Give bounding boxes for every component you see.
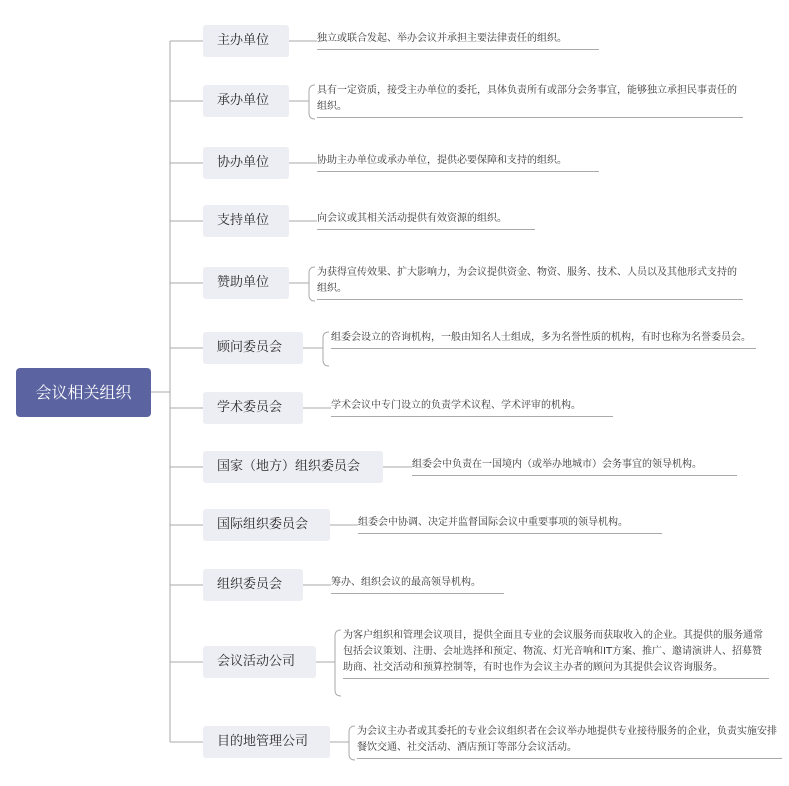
branch-node[interactable]: 组织委员会	[203, 569, 303, 601]
branch-description: 协助主办单位或承办单位，提供必要保障和支持的组织。	[317, 153, 599, 172]
desc-bracket	[323, 332, 329, 366]
branch-node[interactable]: 目的地管理公司	[203, 726, 330, 758]
branch-node[interactable]: 国家（地方）组织委员会	[203, 451, 383, 483]
desc-bracket	[335, 630, 341, 696]
branch-node[interactable]: 赞助单位	[203, 267, 289, 299]
branch-node[interactable]: 顾问委员会	[203, 332, 303, 364]
branch-description: 组委会中协调、决定并监督国际会议中重要事项的领导机构。	[358, 515, 662, 534]
branch-node[interactable]: 学术委员会	[203, 392, 303, 424]
branch-node[interactable]: 国际组织委员会	[203, 509, 330, 541]
branch-description: 组委会设立的咨询机构，一般由知名人士组成，多为名誉性质的机构，有时也称为名誉委员会。	[331, 330, 756, 349]
branch-description: 筹办、组织会议的最高领导机构。	[331, 575, 504, 594]
branch-node[interactable]: 协办单位	[203, 147, 289, 179]
branch-description: 为获得宣传效果、扩大影响力，为会议提供资金、物资、服务、技术、人员以及其他形式支持的组织。	[317, 265, 743, 300]
branch-description: 为客户组织和管理会议项目，提供全面且专业的会议服务而获取收入的企业。其提供的服务通常包括会议策划、注册、会址选择和预定、物流、灯光音响和IT方案、推广、邀请演讲人、招募赞助商、社交活动和预算控制等，有时也作为会议主办者的顾问为其提供会议咨询服务。	[343, 628, 769, 679]
desc-bracket	[309, 85, 315, 119]
branch-node[interactable]: 支持单位	[203, 205, 289, 237]
root-node[interactable]: 会议相关组织	[16, 368, 151, 417]
branch-description: 为会议主办者或其委托的专业会议组织者在会议举办地提供专业接待服务的企业，负责实施安排餐饮交通、社交活动、酒店预订等部分会议活动。	[357, 724, 782, 759]
branch-node[interactable]: 会议活动公司	[203, 646, 316, 678]
desc-bracket	[309, 267, 315, 301]
branch-description: 组委会中负责在一国境内（或举办地城市）会务事宜的领导机构。	[412, 457, 737, 476]
branch-description: 具有一定资质，接受主办单位的委托，具体负责所有或部分会务事宜，能够独立承担民事责任的组织。	[317, 83, 743, 118]
branch-description: 学术会议中专门设立的负责学术议程、学术评审的机构。	[331, 398, 613, 417]
desc-bracket	[349, 726, 355, 760]
branch-node[interactable]: 主办单位	[203, 25, 289, 57]
branch-node[interactable]: 承办单位	[203, 85, 289, 117]
branch-description: 独立或联合发起、举办会议并承担主要法律责任的组织。	[317, 31, 599, 50]
branch-description: 向会议或其相关活动提供有效资源的组织。	[317, 211, 535, 230]
